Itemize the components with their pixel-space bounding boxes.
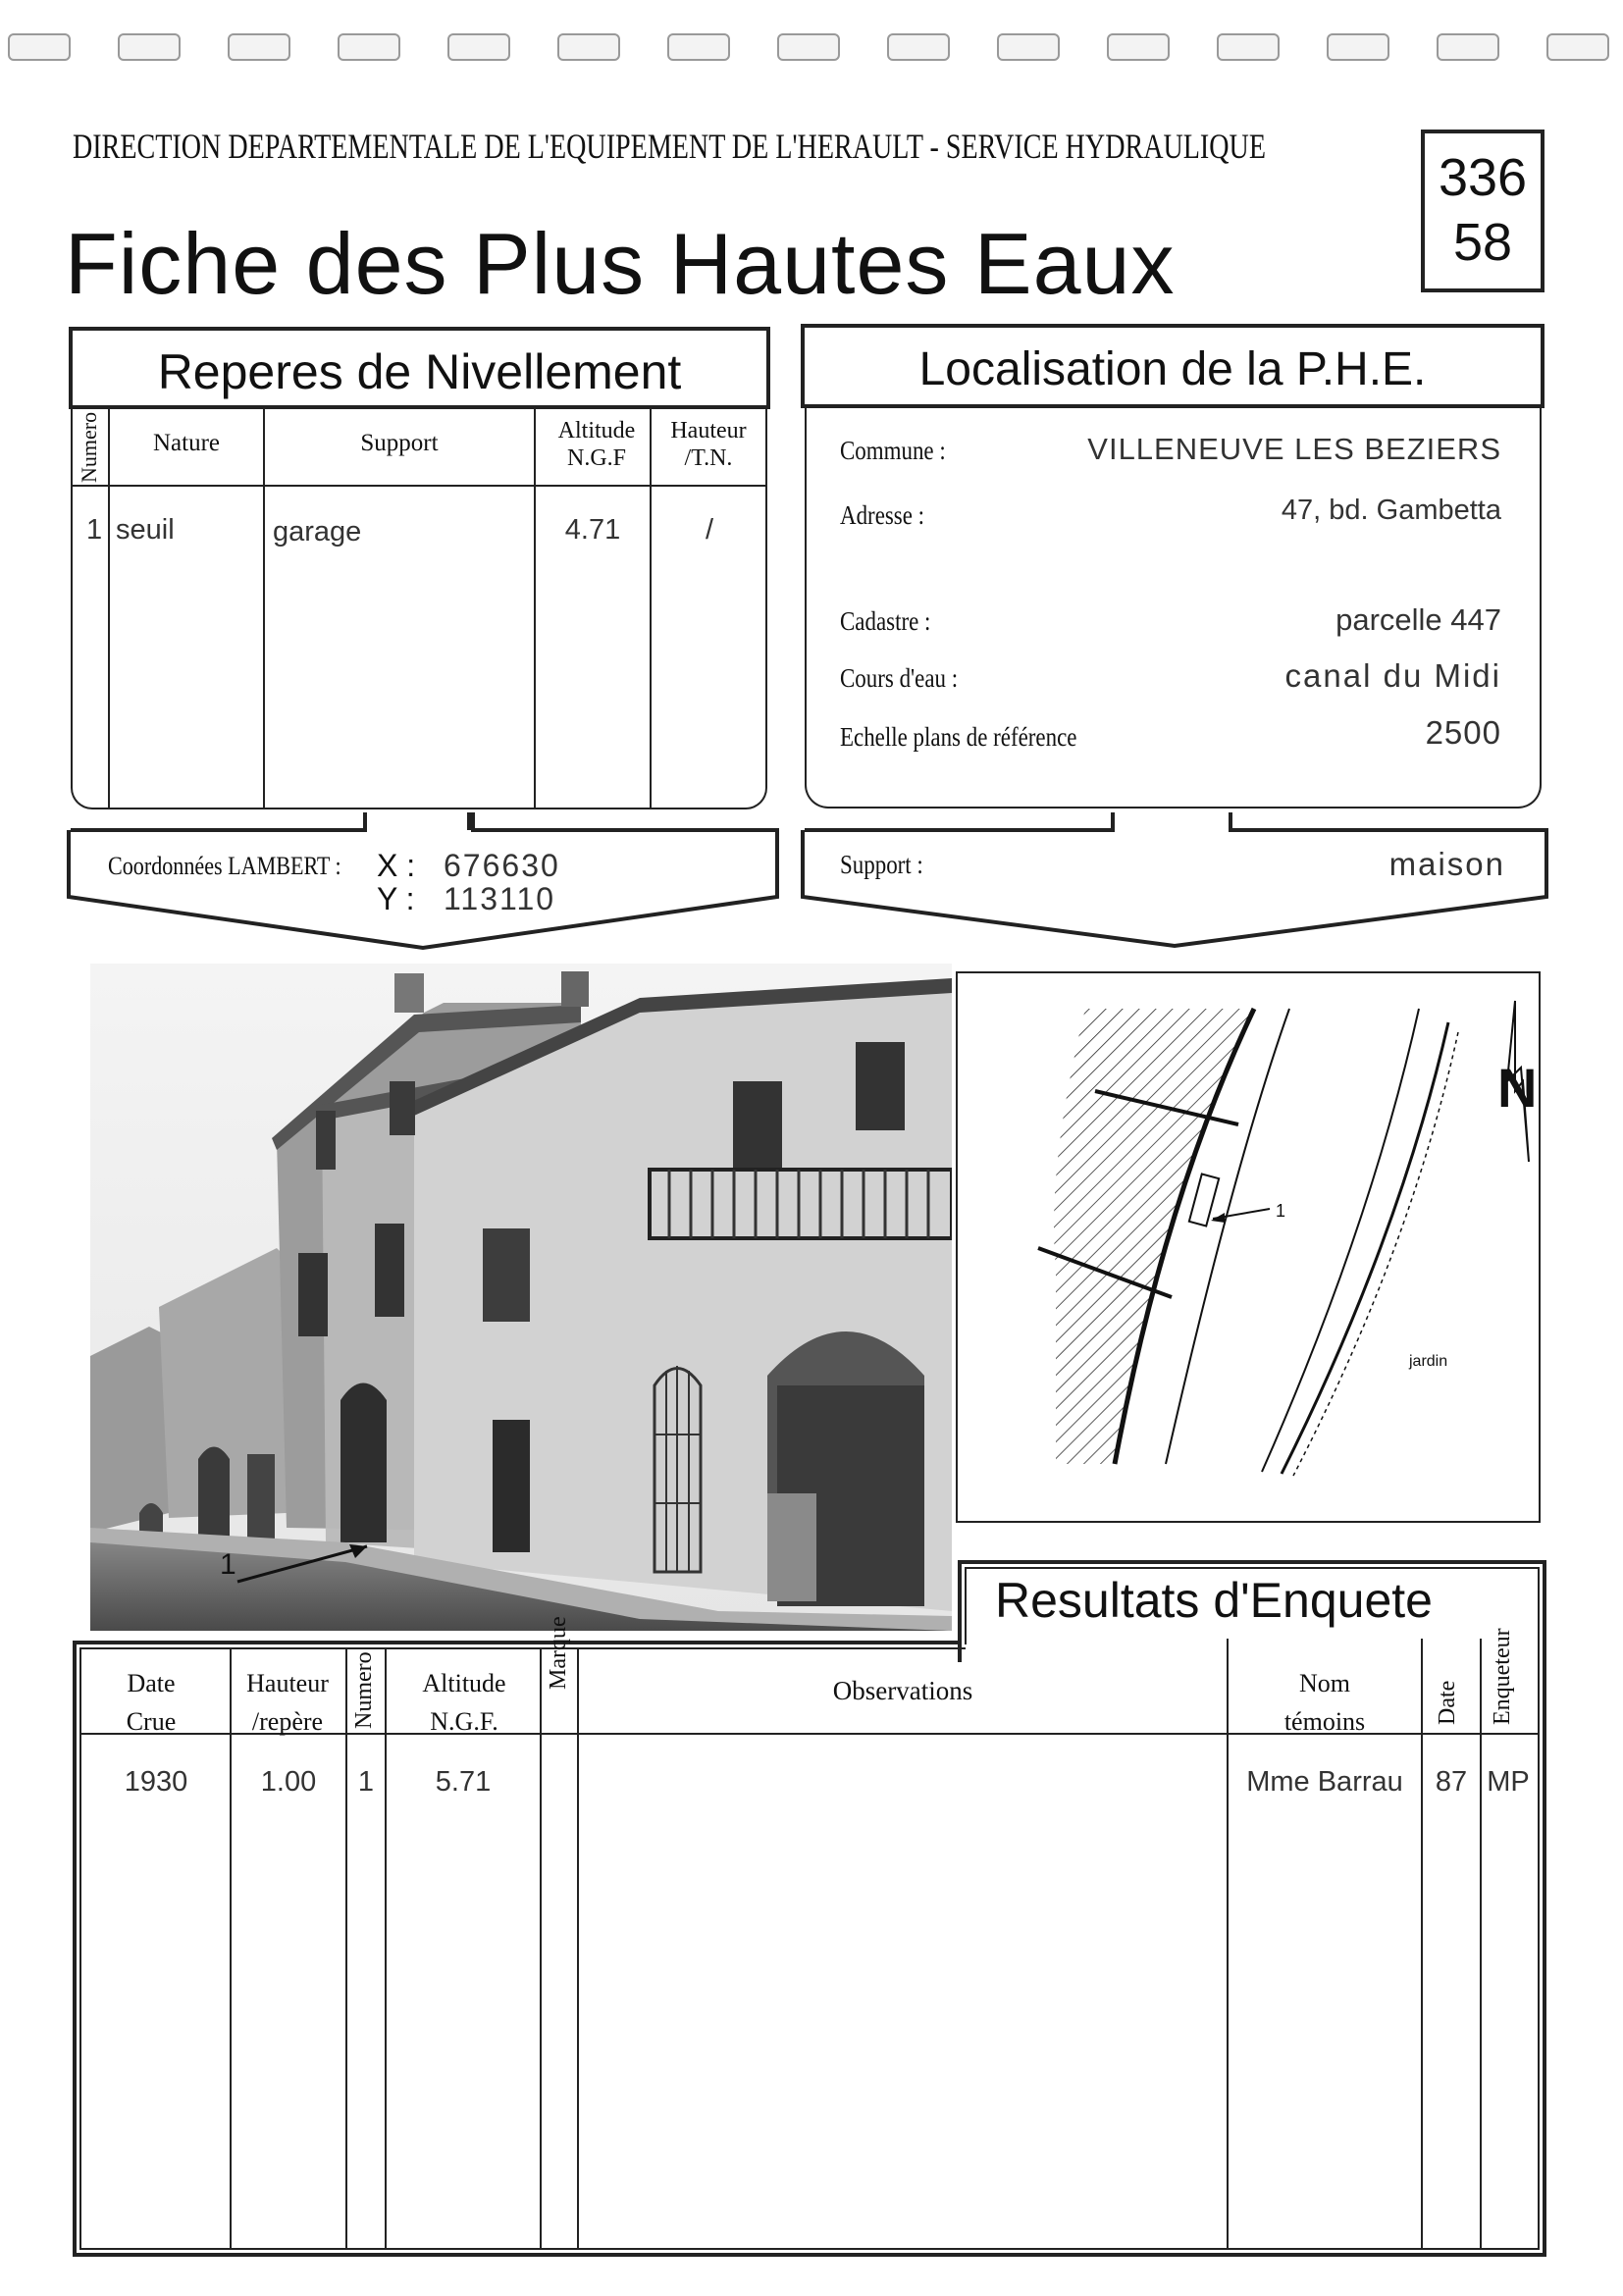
col-hauteur-repere-header: Hauteur /repère: [246, 1669, 329, 1736]
commune-label: Commune :: [840, 436, 946, 465]
adresse-value: 47, bd. Gambetta: [1281, 495, 1501, 526]
row-nature: seuil: [116, 514, 175, 546]
agency-header: DIRECTION DEPARTEMENTALE DE L'EQUIPEMENT DE L'HERAULT - SERVICE HYDRAULIQUE: [73, 127, 1266, 166]
resultats-frame: [69, 1556, 1550, 2263]
col-numero-header-resultats: Numero: [351, 1651, 377, 1729]
page-title: Fiche des Plus Hautes Eaux: [65, 215, 1176, 312]
col-hauteur-header: Hauteur /T.N.: [670, 418, 747, 471]
y-label: Y :: [377, 881, 415, 916]
location-plan: [956, 971, 1541, 1523]
col-marque-header: Marque: [546, 1616, 571, 1690]
plan-marker: 1: [1276, 1201, 1286, 1221]
col-date-crue-label: Date Crue: [126, 1669, 177, 1736]
support-label: Support :: [840, 850, 923, 879]
echelle-value: 2500: [1425, 714, 1501, 751]
col-altitude-header: Altitude N.G.F: [557, 418, 636, 471]
col-nom-temoins-header: Nom témoins: [1283, 1669, 1366, 1736]
reperes-title-box: [69, 327, 770, 409]
col-date-header: Date: [1435, 1680, 1460, 1725]
col-numero-header: Numero: [77, 411, 101, 483]
coordinates-banner: [65, 810, 781, 956]
col-enqueteur-header: Enqueteur: [1490, 1628, 1515, 1725]
north-icon: N: [1497, 1057, 1538, 1119]
support-value: maison: [1388, 846, 1505, 882]
row-hauteur: /: [705, 514, 714, 546]
reperes-title: Reperes de Nivellement: [157, 344, 682, 399]
adresse-label: Adresse :: [840, 500, 925, 530]
photo-marker: 1: [220, 1548, 236, 1581]
row-numero-resultats: 1: [357, 1766, 375, 1798]
cours-value: canal du Midi: [1284, 657, 1501, 694]
row-numero: 1: [86, 514, 103, 546]
x-value: 676630: [444, 848, 560, 883]
row-altitude: 4.71: [564, 514, 621, 546]
col-nature-header: Nature: [152, 430, 221, 456]
echelle-label: Echelle plans de référence: [840, 722, 1077, 752]
col-observations-header: Observations: [832, 1676, 973, 1705]
resultats-title: Resultats d'Enquete: [995, 1573, 1433, 1628]
coordinates-label: Coordonnées LAMBERT :: [108, 852, 341, 880]
row-hauteur-repere: 1.00: [260, 1766, 317, 1798]
street-photo: [90, 964, 952, 1631]
row-nom-temoin: Mme Barrau: [1246, 1766, 1403, 1798]
reference-number-top: 336: [1438, 148, 1528, 207]
localisation-title: Localisation de la P.H.E.: [918, 343, 1427, 395]
row-date-crue: 1930: [124, 1766, 188, 1798]
jardin-label: jardin: [1409, 1353, 1448, 1370]
x-label: X :: [377, 848, 416, 883]
col-support-header: Support: [360, 430, 439, 456]
cours-label: Cours d'eau :: [840, 663, 959, 693]
row-support: garage: [273, 516, 362, 548]
cadastre-value: parcelle 447: [1335, 602, 1501, 637]
commune-value: VILLENEUVE LES BEZIERS: [1087, 432, 1501, 466]
y-value: 113110: [444, 881, 556, 916]
localisation-title-box: [801, 324, 1544, 408]
row-enqueteur: MP: [1487, 1766, 1530, 1798]
reference-number-bottom: 58: [1452, 213, 1513, 272]
cadastre-label: Cadastre :: [840, 606, 931, 636]
reference-box: [1421, 130, 1544, 292]
row-date-enquete: 87: [1435, 1766, 1468, 1798]
col-altitude-ngf-header: Altitude N.G.F.: [422, 1669, 506, 1736]
row-altitude-ngf: 5.71: [435, 1766, 492, 1798]
